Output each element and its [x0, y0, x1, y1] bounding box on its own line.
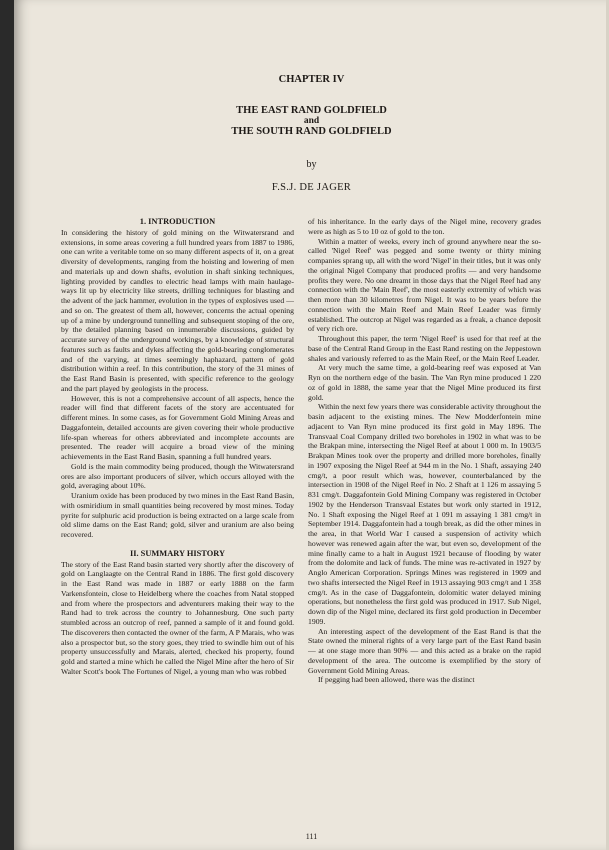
chapter-title-and: and: [303, 116, 320, 126]
paragraph: of his inheritance. In the early days of the Nigel mine, recovery grades were as high as 5 to 10 oz of gold to the ton.: [308, 217, 541, 236]
chapter-heading: CHAPTER IV: [278, 74, 345, 85]
page-number: 111: [305, 832, 318, 841]
paragraph: An interesting aspect of the development of the East Rand is that the State owned the mineral rights of a very large part of the East Rand basin — at one stage more than 90% — and this acted as a brake on the rapid development of the area. The outcome is exemplified by the story of Government Gold Mining Areas.: [308, 626, 541, 675]
text-column-left: [61, 217, 294, 837]
author-name: F.S.J. DE JAGER: [271, 182, 352, 193]
paragraph: The story of the East Rand basin started very shortly after the discovery of gold on Langlaagte on the Central Rand in 1886. The first gold discovery in the East Rand was made in 1887 or early 1888 on the farm Varkensfontein, close to Heidelberg where the coaches from Natal stopped and from where the prospectors and adventurers making their way to the Rand had to trek across the country to Johannesburg. One such party stumbled across an outcrop of reef, panned a sample of it and found gold. The discoverers then contacted the owner of the farm, A P Marais, who was also a prospector but, so the story goes, they tried to swindle him out of his property unsuccessfully and Marais, alerted, checked his property, found gold and started a mine which he called the Nigel Mine after the hero of Sir Walter Scott's book The Fortunes of Nigel, a young man who was robbed: [61, 559, 294, 676]
paragraph: Throughout this paper, the term 'Nigel Reef' is used for that reef at the base of the Central Rand Group in the East Rand resting on the Jeppestown shales and variously referred to as the Main Reef, or the Main Reef Leader.: [308, 334, 541, 363]
chapter-title-line1: THE EAST RAND GOLDFIELD: [236, 105, 387, 116]
section-heading-introduction: 1. INTRODUCTION: [139, 217, 216, 226]
paragraph: Gold is the main commodity being produced, though the Witwatersrand ores are also important producers of silver, which occurs alloyed with the gold, averaging about 10%.: [61, 461, 294, 491]
section-heading-summary-history: II. SUMMARY HISTORY: [129, 548, 226, 558]
paragraph: Within a matter of weeks, every inch of ground anywhere near the so-called 'Nigel Reef' was pegged and some twenty or thirty mining companies sprang up, all with the word 'Nigel' in their titles, but it was only the original Nigel Company that produced profits — and very handsome profits they were. No one dreamt in those days that the Nigel Reef had any connection with the 'Main Reef', the most easterly extremity of which was then more than 30 kilometres from Nigel. It was to be years before the connection with the Main Reef and Main Reef Leader was firmly established. The outcrop at Nigel was regarded as a freak, a chance deposit of very rich ore.: [308, 236, 541, 334]
chapter-title-line2: THE SOUTH RAND GOLDFIELD: [231, 126, 392, 137]
paragraph: At very much the same time, a gold-bearing reef was exposed at Van Ryn on the northern edge of the basin. The Van Ryn mine produced 1 220 oz of gold in 1888, the same year that the Nigel Mine produced its first gold.: [308, 363, 541, 402]
paragraph: Within the next few years there was considerable activity throughout the basin adjacent to the existing mines. The New Modderfontein mine adjacent to Van Ryn mine produced its first gold in May 1896. The Transvaal Coal Company drilled two boreholes in 1902 in what was to be the Brakpan mine, intersecting the Nigel Reef at about 1 000 m. In 1903/5 Brakpan Mines took over the property and drilled more boreholes, finally in 1907 exposing the Nigel Reef at 944 m in the No. 1 Shaft, assaying 240 cmg/t, a poor result which was, however, counterbalanced by the intersection in 1908 of the Nigel Reef in No. 2 Shaft at 1 126 m assaying 5 831 cmg/t. Daggafontein Gold Mining Company was registered in October 1902 by the Henderson Transvaal Estates but work only started in 1912, No. 1 Shaft exposing the Nigel Reef at 1 091 m assaying 1 381 cmg/t in September 1914. Daggafontein had a tough break, as did the other mines in the area, in that World War I caused a suspension of activity which however was renewed again after the war, but even so, development of the mine finally came to a halt in August 1921 because of flooding by water from the dolomite and lack of funds. The mine was re-activated in 1927 by Anglo American Corporation. Springs Mines was registered in 1909 and two shafts intersected the Nigel Reef in 1913 assaying 903 cmg/t and 1 358 cmg/t. As in the case of Daggafontein, dolomitic water delayed mining operations, but nonetheless the first gold was produced in 1917. Sub Nigel, down dip of the Nigel mine, declared its first gold production in December 1909.: [308, 402, 541, 626]
paragraph: If pegging had been allowed, there was the distinct: [318, 675, 475, 685]
byline-by: by: [306, 159, 317, 170]
paragraph: However, this is not a comprehensive account of all aspects, hence the reader will find that different facets of the story are accentuated for different mines. In some cases, as for Government Gold Mining Areas and Daggafontein, detailed accounts are given covering their whole productive life-span whereas for others abbreviated and incomplete accounts are presented. The reader will acquire a broad view of the mining achievements in the East Rand Basin, spanning a full hundred years.: [61, 393, 294, 461]
text-column-right: [308, 217, 541, 837]
paragraph: In considering the history of gold mining on the Witwatersrand and extensions, in some areas covering a full hundred years from 1887 to 1986, one can write a veritable tome on so many different aspects of it, on a great diversity of developments, ranging from the hoisting and lowering of men and materials up and down shafts, evolution in shaft sinking techniques, lighting provided by candles to electric head lamps with main haulage-ways lit up by electricity like streets, drilling techniques for blasting and the advent of the jack hammer, evolution in the types of explosives used — and so on. The greatest of them all, however, concerns the actual opening up of a mine by underground tunnelling and subsequent stoping of the ore, by the detailed planning based on innumerable discussions, guided by accurate survey of the underground workings, by a knowledge of structural features such as faults and dykes affecting the gold-bearing conglomerates and of the varying, at times seemingly haphazard, pattern of gold distribution within a reef. In this contribution, the story of the 31 mines of the East Rand Basin is presented, with specific reference to the geology and the part played by geologists in the process.: [61, 227, 294, 393]
book-page: [14, 0, 609, 850]
paragraph: Uranium oxide has been produced by two mines in the East Rand Basin, with osmiridium in small quantities being recovered by most mines. Today pyrite for sulphuric acid production is being extracted on a large scale from old slime dams on the East Rand; gold, silver and uranium are also being recovered.: [61, 491, 294, 539]
